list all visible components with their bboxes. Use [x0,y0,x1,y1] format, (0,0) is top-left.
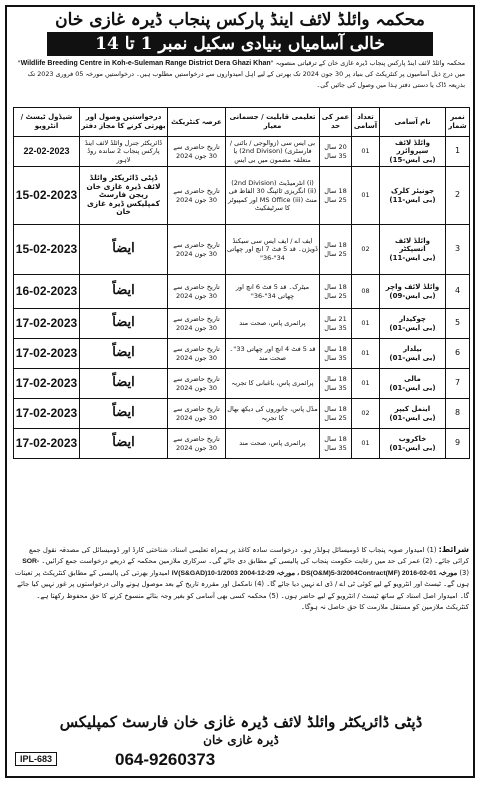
table-row [14,339,470,369]
schedule-date-cell: 17-02-2023 [14,429,80,459]
serial-cell: 7 [446,369,470,399]
post-name: مالی [404,375,421,383]
post-scale: (بی ایس-01) [389,443,436,452]
age-min: 18 سال [324,283,347,291]
post-cell [380,339,446,369]
count-cell: 01 [352,429,380,459]
age-cell [320,369,352,399]
count-cell: 02 [352,399,380,429]
vacancies-table [13,107,470,459]
qualification-cell: پرائمری پاس، صحت مند [226,309,320,339]
post-cell [380,137,446,167]
terms-label: شرائط: [438,545,469,554]
term-1: (1) امیدوار صوبہ پنجاب کا ڈومیسائل ہولڈر ہو۔ درخواست سادہ کاغذ پر ہمراہ تعلیمی اسناد، شناختی کارڈ اور ڈومیسائل کی مصدقہ نقول جمع کرائی جائے۔ [28,546,469,566]
schedule-date-cell: 17-02-2023 [14,369,80,399]
post-name: وائلڈ لائف سپروائزر [395,138,430,156]
header-age: عمر کی حد [320,108,352,137]
age-max: 25 سال [324,195,347,204]
vacancies-title-bar: خالی آسامیاں بنیادی سکیل نمبر 1 تا 14 [47,32,433,56]
ditto-cell: ایضاً [80,369,168,399]
project-name: Wildlife Breeding Centre in Koh-e-Suleman Range District Dera Ghazi Khan [20,60,271,67]
age-min: 20 سال [324,143,347,151]
table-row [14,225,470,275]
serial-cell: 2 [446,167,470,225]
age-max: 25 سال [324,291,347,300]
advertisement-page [5,5,475,778]
age-cell [320,339,352,369]
intro-paragraph: محکمہ وائلڈ لائف اینڈ پارکس پنجاب ڈیرہ غازی خان کے ترقیاتی منصوبہ "Wildlife Breeding Centre in Koh-e-Suleman Range District Dera Ghazi Khan" میں درج ذیل آسامیوں پر کنٹریکٹ کی بنیاد پر 30 جون 2024 تک بھرتی کے لیے اہل امیدواروں سے درخواستیں مطلوب ہیں۔ درخواستیں مورخہ 05 فروری 2023 تک بذریعہ ڈاک یا دستی دفتر ہذا میں وصول کی جائیں گی۔ [17,59,465,89]
age-cell [320,167,352,225]
post-cell [380,369,446,399]
post-scale: (بی ایس-01) [389,383,436,392]
ditto-cell: ایضاً [80,309,168,339]
office-cell: ڈائریکٹر جنرل وائلڈ لائف اینڈ پارکس پنجاب 2 ساندہ روڈ لاہور [80,137,168,167]
ipl-badge: IPL-683 [15,752,57,766]
qualification-cell: بی ایس سی (زوالوجی / باٹنی / فارسٹری) (2nd Divison) یا متعلقہ مضمون میں بی ایس [226,137,320,167]
intro-text-2: میں درج ذیل آسامیوں پر کنٹریکٹ کی بنیاد پر 30 جون 2024 تک بھرتی کے لیے اہل امیدواروں سے درخواستیں مطلوب ہیں۔ درخواستیں مورخہ 05 فروری 2023 تک بذریعہ ڈاک یا دستی دفتر ہذا میں وصول کی جائیں گی۔ [27,70,465,89]
post-name: وائلڈ لائف واچر [385,283,440,291]
count-cell: 01 [352,137,380,167]
term-5: (5) محکمہ کسی بھی آسامی کو بغیر وجہ بتائے منسوخ کرنے کا حق محفوظ رکھتا ہے۔ کنٹریکٹ ملازمین کو مستقل ملازمت کا حق حاصل نہ ہوگا۔ [36,591,469,612]
ditto-cell: ایضاً [80,225,168,275]
age-cell [320,275,352,309]
contract-cell: تاریخ حاضری سے 30 جون 2024 [168,369,226,399]
contract-cell: تاریخ حاضری سے 30 جون 2024 [168,275,226,309]
ditto-cell: ایضاً [80,429,168,459]
contract-cell: تاریخ حاضری سے 30 جون 2024 [168,225,226,275]
footer-city: ڈیرہ غازی خان [203,733,279,747]
post-scale: (بی ایس-09) [389,291,436,300]
intro-text-1: محکمہ وائلڈ لائف اینڈ پارکس پنجاب ڈیرہ غازی خان کے ترقیاتی منصوبہ [275,59,465,67]
footer-office: ڈپٹی ڈائریکٹر وائلڈ لائف ڈیرہ غازی خان فارسٹ کمپلیکس [59,713,423,731]
ditto-cell: ایضاً [80,399,168,429]
header-post: نام آسامی [380,108,446,137]
age-min: 18 سال [324,375,347,383]
schedule-date-cell: 17-02-2023 [14,399,80,429]
count-cell: 01 [352,369,380,399]
contract-cell: تاریخ حاضری سے 30 جون 2024 [168,309,226,339]
serial-cell: 1 [446,137,470,167]
age-cell [320,137,352,167]
qualification-cell: ایف اے / ایف ایس سی سیکنڈ ڈویژن۔ قد 5 فٹ 7 انچ اور چھاتی 34"-36" [226,225,320,275]
schedule-date-cell: 17-02-2023 [14,339,80,369]
post-scale: (بی ایس-01) [389,353,436,362]
ditto-cell: ایضاً [80,339,168,369]
qualification-cell: پرائمری پاس، باغبانی کا تجربہ [226,369,320,399]
header-serial: نمبر شمار [446,108,470,137]
post-name: خاکروب [398,435,427,443]
age-max: 35 سال [324,151,347,160]
phone-number: 064-9260373 [115,750,216,769]
post-cell [380,429,446,459]
post-name: بیلدار [403,345,422,353]
table-row [14,399,470,429]
count-cell: 01 [352,309,380,339]
term-3: (3) امیدوار بھرتی کی پالیسی کے مطابق کنٹریکٹ پر تعینات ہوں گے۔ ٹیسٹ اور انٹرویو کے لیے کوئی ٹی اے / ڈی اے نہیں دیا جائے گا۔ [14,568,469,589]
age-min: 18 سال [324,187,347,195]
age-max: 35 سال [324,383,347,392]
age-max: 35 سال [324,353,347,362]
table-row [14,369,470,399]
serial-cell: 3 [446,225,470,275]
post-cell [380,225,446,275]
table-row [14,167,470,225]
serial-cell: 4 [446,275,470,309]
count-cell: 02 [352,225,380,275]
footer [13,712,469,774]
header-contract: عرصہ کنٹریکٹ [168,108,226,137]
policy-reference: SOR-IV(S&GAD)10-1/2003 مورخہ 29-12-2004 ، DS(O&M)5-3/2004Contract(MF) مورخہ 01-02-2016 [22,558,458,577]
count-cell: 01 [352,167,380,225]
header-qualification: تعلیمی قابلیت / جسمانی معیار [226,108,320,137]
schedule-date-cell: 17-02-2023 [14,309,80,339]
age-cell [320,309,352,339]
count-cell: 08 [352,275,380,309]
post-cell [380,167,446,225]
schedule-date-cell: 16-02-2023 [14,275,80,309]
term-2: (2) عمر کی حد میں رعایت حکومت پنجاب کی پالیسی کے مطابق دی جائے گی۔ سرکاری ملازمین محکمہ کے ذریعے درخواست جمع کرائیں۔ [41,557,433,566]
contract-cell: تاریخ حاضری سے 30 جون 2024 [168,167,226,225]
serial-cell: 9 [446,429,470,459]
post-scale: (بی ایس-11) [389,253,436,262]
contract-cell: تاریخ حاضری سے 30 جون 2024 [168,339,226,369]
table-header-row [14,108,470,137]
header-schedule: شیڈول ٹیسٹ / انٹرویو [14,108,80,137]
header-office: درخواستیں وصول اور بھرتی کرنے کا مجاز دفتر [80,108,168,137]
table-row [14,309,470,339]
contract-cell: تاریخ حاضری سے 30 جون 2024 [168,399,226,429]
age-cell [320,225,352,275]
age-min: 18 سال [324,435,347,443]
ditto-cell: ایضاً [80,275,168,309]
serial-cell: 6 [446,339,470,369]
qualification-cell: (i) انٹرمیڈیٹ (2nd Division) (ii) انگریزی ٹائپنگ 30 الفاظ فی منٹ (iii) MS Office اور کمپیوٹر کا سرٹیفکیٹ [226,167,320,225]
office-cell: ڈپٹی ڈائریکٹر وائلڈ لائف ڈیرہ غازی خان ریجن فارسٹ کمپلیکس ڈیرہ غازی خان [80,167,168,225]
post-scale: (بی ایس-11) [389,195,436,204]
count-cell: 01 [352,339,380,369]
age-min: 18 سال [324,405,347,413]
age-max: 25 سال [324,249,347,258]
schedule-date-cell: 22-02-2023 [14,137,80,167]
post-cell [380,275,446,309]
post-name: وائلڈ لائف انسپکٹر [395,236,430,254]
qualification-cell: میٹرک۔ قد 5 فٹ 6 انچ اور چھاتی 34"-36" [226,275,320,309]
post-name: اینمل کیپر [394,405,431,413]
terms-section [13,544,469,709]
post-scale: (بی ایس-15) [389,155,436,164]
post-name: چوکیدار [399,315,426,323]
schedule-date-cell: 15-02-2023 [14,167,80,225]
age-min: 18 سال [324,241,347,249]
contract-cell: تاریخ حاضری سے 30 جون 2024 [168,137,226,167]
header-count: تعداد آسامی [352,108,380,137]
age-min: 21 سال [324,315,347,323]
post-name: جونیئر کلرک [390,187,435,195]
term-4: (4) نامکمل اور مقررہ تاریخ کے بعد موصول ہونے والی درخواستوں پر غور نہیں کیا جائے گا۔ امیدوار اصل اسناد کے ساتھ ٹیسٹ / انٹرویو کے لیے حاضر ہوں۔ [17,580,469,600]
qualification-cell: مڈل پاس، جانوروں کی دیکھ بھال کا تجربہ [226,399,320,429]
age-max: 25 سال [324,413,347,422]
age-cell [320,399,352,429]
post-cell [380,309,446,339]
age-max: 35 سال [324,443,347,452]
schedule-date-cell: 15-02-2023 [14,225,80,275]
post-scale: (بی ایس-01) [389,323,436,332]
serial-cell: 5 [446,309,470,339]
age-max: 35 سال [324,323,347,332]
table-row [14,137,470,167]
department-heading: محکمہ وائلڈ لائف اینڈ پارکس پنجاب ڈیرہ غازی خان [55,10,425,30]
contract-cell: تاریخ حاضری سے 30 جون 2024 [168,429,226,459]
qualification-cell: پرائمری پاس، صحت مند [226,429,320,459]
qualification-cell: قد 5 فٹ 4 انچ اور چھاتی 33"۔ صحت مند [226,339,320,369]
serial-cell: 8 [446,399,470,429]
age-min: 18 سال [324,345,347,353]
table-row [14,275,470,309]
post-scale: (بی ایس-01) [389,413,436,422]
age-cell [320,429,352,459]
post-cell [380,399,446,429]
table-row [14,429,470,459]
